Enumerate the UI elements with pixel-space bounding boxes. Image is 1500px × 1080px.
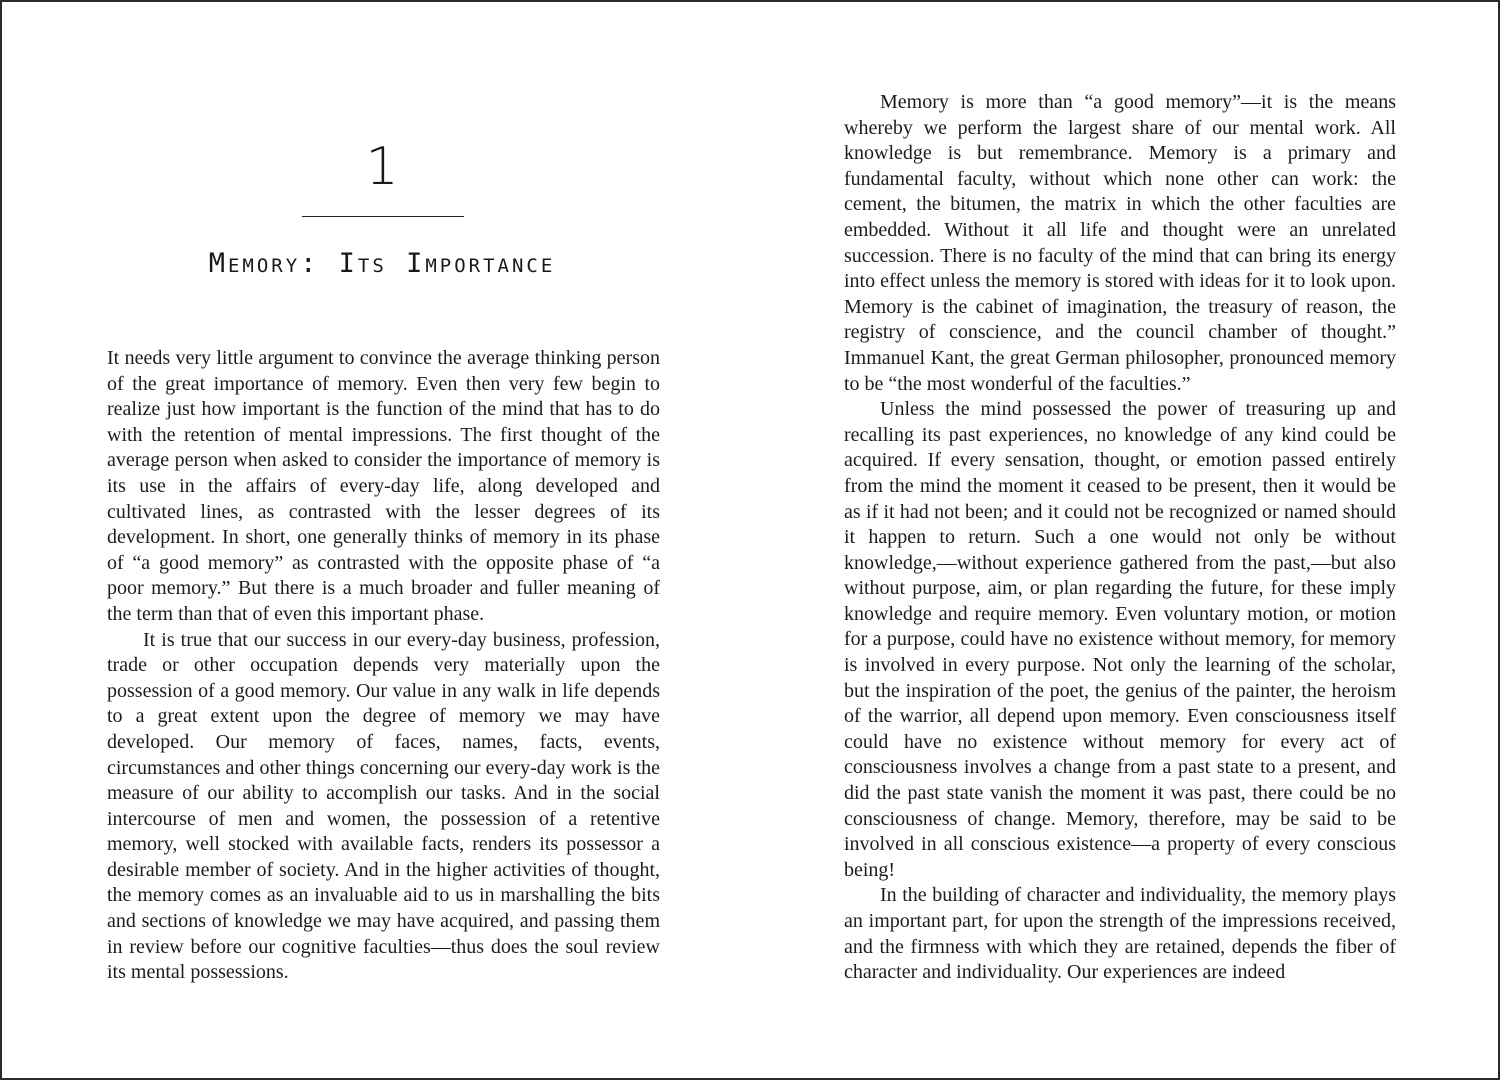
paragraph: It is true that our success in our every-day business, profession, trade or other occupation depends very materially upon the possession of a good memory. Our value in any walk in life depends to a great extent upon the degree of memory we may have developed. Our memory of faces, names, facts, events, circumstances and other things concerning our every-day work is the measure of our ability to accomplish our tasks. And in the social intercourse of men and women, the possession of a retentive memory, well stocked with available facts, renders its possessor a desirable member of society. And in the higher activities of thought, the memory comes as an invaluable aid to us in marshalling the bits and sections of knowledge we may have acquired, and passing them in review before our cognitive faculties—thus does the soul review its mental possessions. <box>107 628 660 984</box>
chapter-title: Memory: Its Importance <box>208 248 556 279</box>
paragraph: It needs very little argument to convince the average thinking person of the great importance of memory. Even then very few begin to realize just how important is the function of the mind that has to do with the retention of mental impressions. The first thought of the average person when asked to consider the importance of memory is its use in the affairs of every-day life, along developed and cultivated lines, as contrasted with the lesser degrees of its development. In short, one generally thinks of memory in its phase of “a good memory” as contrasted with the opposite phase of “a poor memory.” But there is a much broader and fuller meaning of the term than that of even this important phase. <box>107 347 660 625</box>
paragraph: In the building of character and individuality, the memory plays an important part, for upon the strength of the impressions received, and the firmness with which they are retained, depends the fiber of character and individuality. Our experiences are indeed <box>844 884 1396 984</box>
right-page-body <box>844 90 1396 986</box>
right-page <box>750 2 1498 1078</box>
left-page-body <box>107 346 660 986</box>
left-page <box>2 2 750 1078</box>
chapter-divider-rule <box>302 216 464 217</box>
chapter-number: 1 <box>365 137 399 197</box>
paragraph: Unless the mind possessed the power of treasuring up and recalling its past experiences, no knowledge of any kind could be acquired. If every sensation, thought, or emotion passed entirely from the mind the moment it ceased to be present, then it would be as if it had not been; and it could not be recognized or named should it happen to return. Such a one would not only be without knowledge,—without experience gathered from the past,—but also without purpose, aim, or plan regarding the future, for these imply knowledge and require memory. Even voluntary motion, or motion for a purpose, could have no existence without memory, for memory is involved in every purpose. Not only the learning of the scholar, but the inspiration of the poet, the genius of the painter, the heroism of the warrior, all depend upon memory. Even consciousness itself could have no existence without memory for every act of consciousness involves a change from a past state to a present, and did the past state vanish the moment it was past, there could be no consciousness of change. Memory, therefore, may be said to be involved in all conscious existence—a property of every conscious being! <box>844 398 1396 881</box>
paragraph: Memory is more than “a good memory”—it is the means whereby we perform the largest share of our mental work. All knowledge is but remembrance. Memory is a primary and fundamental faculty, without which none other can work: the cement, the bitumen, the matrix in which the other faculties are embedded. Without it all life and thought were an unrelated succession. There is no faculty of the mind that can bring its energy into effect unless the memory is stored with ideas for it to look upon. Memory is the cabinet of imagination, the treasury of reason, the registry of conscience, and the council chamber of thought.” Immanuel Kant, the great German philosopher, pronounced memory to be “the most wonderful of the faculties.” <box>844 91 1396 395</box>
